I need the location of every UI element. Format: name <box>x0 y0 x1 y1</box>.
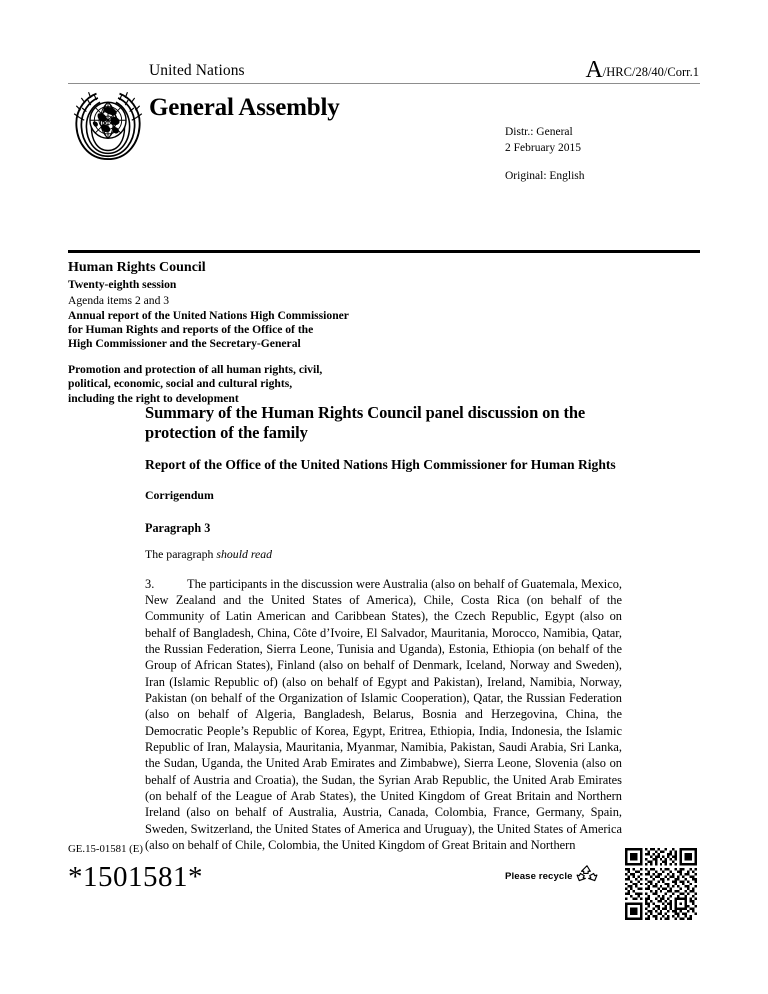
agenda-heading-line: High Commissioner and the Secretary-General <box>68 337 301 351</box>
report-title: Summary of the Human Rights Council panel discussion on the protection of the family <box>145 403 586 442</box>
document-symbol-prefix: A <box>585 57 603 83</box>
masthead-body <box>68 84 700 182</box>
theme-heading-line: political, economic, social and cultural rights, <box>68 377 293 391</box>
agenda-heading-line: for Human Rights and reports of the Office of the <box>68 322 314 336</box>
document-date: 2 February 2015 <box>505 141 582 154</box>
recycle-notice <box>505 864 598 889</box>
distribution-spacer <box>505 156 585 169</box>
paragraph-body <box>145 576 622 854</box>
masthead <box>68 56 700 182</box>
council-name: Human Rights Council <box>68 260 206 275</box>
barcode-text: *1501581* <box>68 861 203 893</box>
distribution-block <box>505 125 585 185</box>
paragraph-text: The participants in the discussion were Australia (also on behalf of Guatemala, Mexico, New Zealand and the United States of America), Chile, Costa Rica (on behalf of the Community of Latin American and Caribbean States), the Czech Republic, Egypt (also on behalf of Bangladesh, China, Côte d’Ivoire, El Salvador, Mauritania, Morocco, Namibia, Qatar, the Russian Federation, Sierra Leone, Tunisia and Uganda), Estonia, Ethiopia (on behalf of the Group of African States), Finland (also on behalf of Denmark, Iceland, Norway and Sweden), Iran (Islamic Republic of) (also on behalf of Egypt and Pakistan), Ireland, Namibia, Norway, Pakistan (on behalf of the Organization of Islamic Cooperation), Qatar, the Russian Federation (also on behalf of Algeria, Bangladesh, Belarus, Bosnia and Herzegovina, China, the Democratic People’s Republic of Korea, Egypt, Eritrea, Ethiopia, India, Indonesia, the Islamic Republic of Iran, Malaysia, Mauritania, Myanmar, Namibia, Pakistan, Saudi Arabia, Sri Lanka, the Sudan, Uganda, the United Arab Emirates and Zimbabwe), Sierra Leone, Slovenia (also on behalf of Austria and Croatia), the Sudan, the Syrian Arab Republic, the United Arab Emirates (on behalf of the League of Arab States), the United Kingdom of Great Britain and Northern Ireland (also on behalf of Australia, Austria, Canada, Colombia, France, Germany, Spain, Sweden, Switzerland, the United States of America and Uruguay), the United States of America (also on behalf of Chile, Colombia, the United Kingdom of Great Britain and Northern <box>145 576 622 852</box>
paragraph-note-prefix: The paragraph <box>145 546 217 561</box>
page-footer <box>68 843 700 933</box>
organization-name: United Nations <box>149 62 245 79</box>
paragraph-note-emphasis: should read <box>216 546 273 561</box>
un-emblem-icon <box>72 90 144 162</box>
paragraph-number: 3. <box>145 576 155 591</box>
document-symbol <box>585 57 700 83</box>
document-symbol-rest: /HRC/28/40/Corr.1 <box>602 65 699 79</box>
agenda-heading <box>68 309 628 352</box>
report-subtitle: Report of the Office of the United Nations High Commissioner for Human Rights <box>145 457 616 472</box>
masthead-top-row <box>68 56 700 83</box>
paragraph-label: Paragraph 3 <box>145 520 211 535</box>
theme-heading <box>68 363 628 406</box>
theme-heading-line: including the right to development <box>68 391 239 405</box>
main-content <box>145 403 622 853</box>
distribution-line: Distr.: General <box>505 126 573 138</box>
council-session: Twenty-eighth session <box>68 278 177 291</box>
qr-code-icon <box>625 848 697 920</box>
paragraph-note <box>145 547 622 562</box>
job-number: GE.15-01581 (E) <box>68 843 143 855</box>
agenda-heading-line: Annual report of the United Nations High Commissioner <box>68 308 349 322</box>
page-title: General Assembly <box>149 94 340 121</box>
recycle-label: Please recycle <box>505 871 573 882</box>
corrigendum-label: Corrigendum <box>145 487 214 502</box>
recycle-loop-icon <box>576 864 598 889</box>
theme-heading-line: Promotion and protection of all human rights, civil, <box>68 362 323 376</box>
original-language: Original: English <box>505 170 585 182</box>
section-divider <box>68 250 700 253</box>
council-block <box>68 259 628 406</box>
council-agenda-items: Agenda items 2 and 3 <box>68 293 170 307</box>
